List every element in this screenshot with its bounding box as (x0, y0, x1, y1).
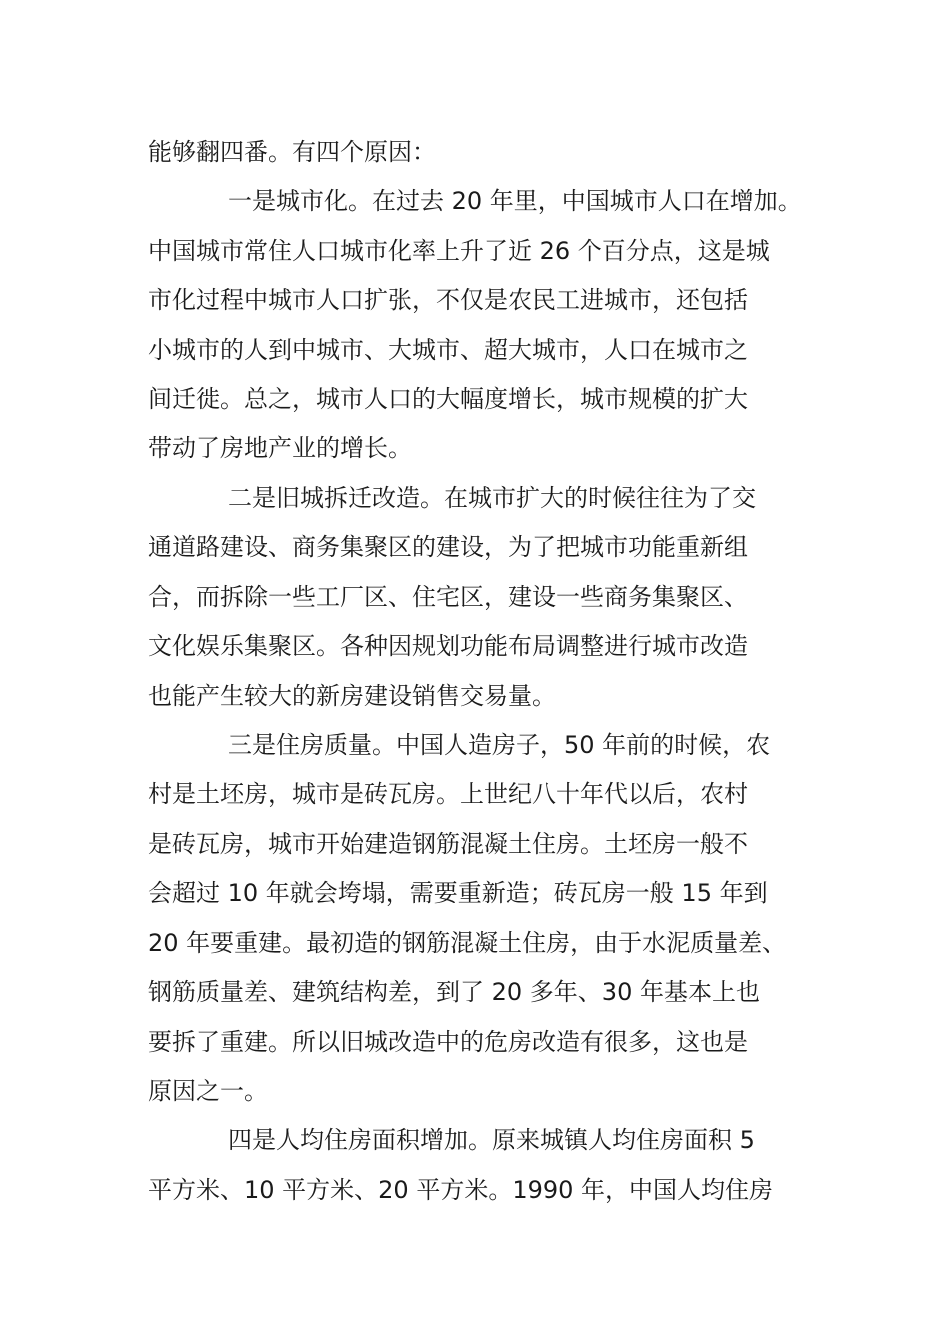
text-line: 中国城市常住人口城市化率上升了近 26 个百分点，这是城 (148, 237, 770, 265)
text-line: 钢筋质量差、建筑结构差，到了 20 多年、30 年基本上也 (148, 978, 760, 1006)
paragraph-start-line: 一是城市化。在过去 20 年里，中国城市人口在增加。 (228, 187, 802, 215)
text-line: 小城市的人到中城市、大城市、超大城市，人口在城市之 (148, 336, 748, 364)
text-line: 要拆了重建。所以旧城改造中的危房改造有很多，这也是 (148, 1028, 748, 1056)
paragraph-start-line: 四是人均住房面积增加。原来城镇人均住房面积 5 (228, 1126, 755, 1154)
paragraph-start-line: 二是旧城拆迁改造。在城市扩大的时候往往为了交 (228, 484, 756, 512)
text-line: 也能产生较大的新房建设销售交易量。 (148, 682, 556, 710)
text-line: 市化过程中城市人口扩张，不仅是农民工进城市，还包括 (148, 286, 748, 314)
text-line: 带动了房地产业的增长。 (148, 434, 412, 462)
text-line: 会超过 10 年就会垮塌，需要重新造；砖瓦房一般 15 年到 (148, 879, 768, 907)
text-line: 通道路建设、商务集聚区的建设，为了把城市功能重新组 (148, 533, 748, 561)
text-line: 是砖瓦房，城市开始建造钢筋混凝土住房。土坯房一般不 (148, 830, 748, 858)
text-line: 村是土坯房，城市是砖瓦房。上世纪八十年代以后，农村 (148, 780, 748, 808)
text-line: 原因之一。 (148, 1077, 268, 1105)
paragraph-start-line: 三是住房质量。中国人造房子，50 年前的时候，农 (228, 731, 771, 759)
text-line: 能够翻四番。有四个原因： (148, 138, 436, 166)
text-line: 文化娱乐集聚区。各种因规划功能布局调整进行城市改造 (148, 632, 748, 660)
text-line: 间迁徙。总之，城市人口的大幅度增长，城市规模的扩大 (148, 385, 748, 413)
text-line: 合，而拆除一些工厂区、住宅区，建设一些商务集聚区、 (148, 583, 748, 611)
text-line: 平方米、10 平方米、20 平方米。1990 年，中国人均住房 (148, 1176, 774, 1204)
text-line: 20 年要重建。最初造的钢筋混凝土住房，由于水泥质量差、 (148, 929, 787, 957)
